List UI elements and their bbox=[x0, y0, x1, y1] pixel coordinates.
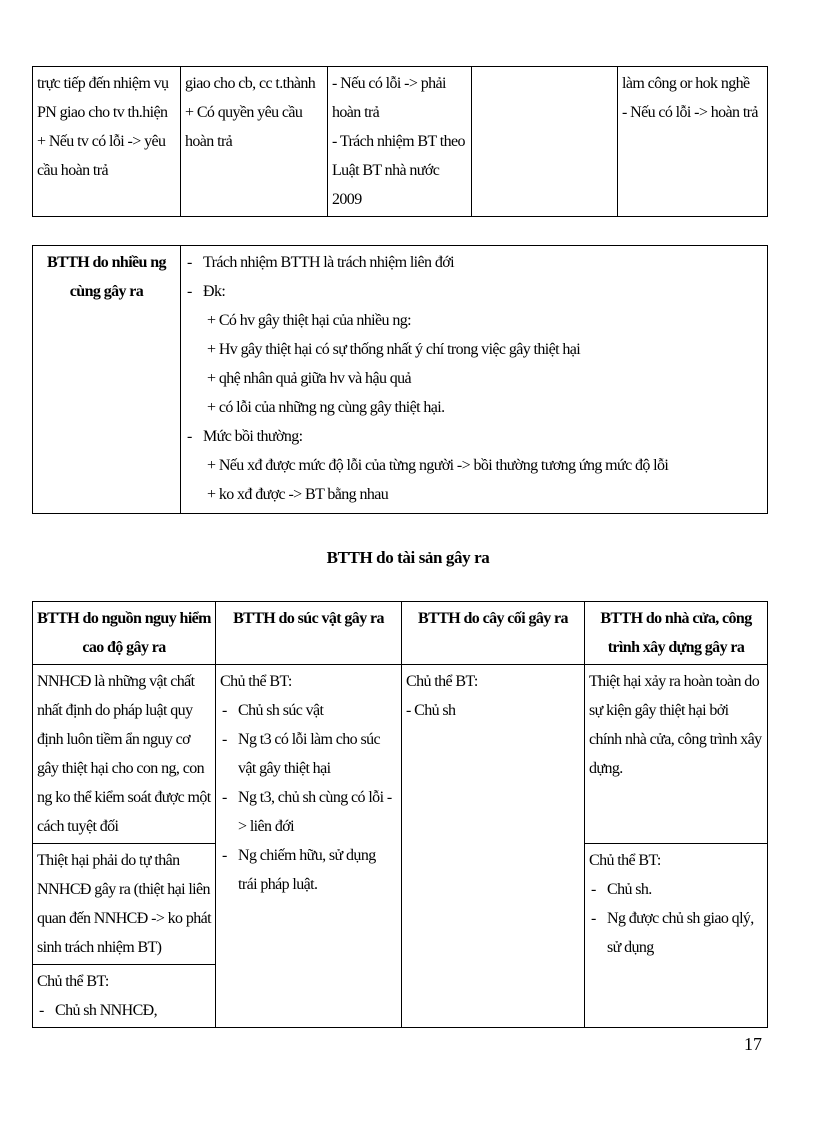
continuation-table bbox=[32, 66, 768, 217]
section-title: BTTH do tài sản gây ra bbox=[326, 548, 490, 567]
continuation-cell-3 bbox=[328, 67, 472, 217]
continuation-cell-1 bbox=[33, 67, 181, 217]
text-line: trực tiếp đến nhiệm vụ bbox=[37, 75, 169, 92]
high-risk-definition: NNHCĐ là những vật chất nhất định do pháp luật quy định luôn tiềm ẩn nguy cơ gây thiệt hại cho con ng, con ng ko thể kiểm soát được một cách tuyệt đối bbox=[33, 665, 216, 844]
continuation-cell-5 bbox=[618, 67, 768, 217]
trees-liable-parties: Chủ thể BT: - Chủ sh bbox=[402, 665, 585, 1028]
text-line: + qhệ nhân quả giữa hv và hậu quả bbox=[207, 370, 412, 387]
list-item: - Ng chiếm hữu, sử dụng trái pháp luật. bbox=[220, 841, 397, 899]
list-item: - Ng t3, chủ sh cùng có lỗi -> liên đới bbox=[220, 783, 397, 841]
text-line: hoàn trả bbox=[332, 104, 380, 121]
multi-party-label: BTTH do nhiều ng cùng gây ra bbox=[33, 246, 181, 514]
text-line: + có lỗi của những ng cùng gây thiệt hại. bbox=[207, 399, 445, 416]
sub-list bbox=[185, 451, 763, 509]
text-line: - Nếu có lỗi -> phải bbox=[332, 75, 446, 92]
property-damage-table bbox=[32, 601, 768, 1028]
text-line: giao cho cb, cc t.thành bbox=[185, 75, 316, 92]
text-line: - Nếu có lỗi -> hoàn trả bbox=[622, 104, 758, 121]
high-risk-liable-parties: Chủ thể BT: - Chủ sh NNHCĐ, bbox=[33, 965, 216, 1028]
list-item: - Chủ sh. bbox=[589, 875, 763, 904]
multi-party-list bbox=[185, 422, 763, 451]
header-high-risk-source: BTTH do nguồn nguy hiểm cao độ gây ra bbox=[33, 602, 216, 665]
continuation-cell-2 bbox=[181, 67, 328, 217]
buildings-liable-list bbox=[589, 875, 763, 962]
multi-party-table bbox=[32, 245, 768, 514]
header-trees: BTTH do cây cối gây ra bbox=[402, 602, 585, 665]
high-risk-condition: Thiệt hại phải do tự thân NNHCĐ gây ra (thiệt hại liên quan đến NNHCĐ -> ko phát sinh trách nhiệm BT) bbox=[33, 844, 216, 965]
header-animals: BTTH do súc vật gây ra bbox=[216, 602, 402, 665]
list-item: - Mức bồi thường: bbox=[185, 422, 763, 451]
text-line: + Có quyền yêu cầu bbox=[185, 104, 303, 121]
sub-list bbox=[185, 306, 763, 422]
list-item: - Chủ sh súc vật bbox=[220, 696, 397, 725]
text-line: + Hv gây thiệt hại có sự thống nhất ý chí trong việc gây thiệt hại bbox=[207, 341, 581, 358]
text-line: + ko xđ được -> BT bằng nhau bbox=[207, 486, 389, 503]
animals-liable-list bbox=[220, 696, 397, 899]
list-item: - Chủ sh NNHCĐ, bbox=[37, 996, 211, 1025]
multi-party-content bbox=[181, 246, 768, 514]
list-item: - Trách nhiệm BTTH là trách nhiệm liên đới bbox=[185, 248, 763, 277]
list-item: - Ng được chủ sh giao qlý, sử dụng bbox=[589, 904, 763, 962]
text-line: - Trách nhiệm BT theo bbox=[332, 133, 465, 150]
text-line: 2009 bbox=[332, 191, 362, 208]
text-line: hoàn trả bbox=[185, 133, 233, 150]
header-buildings: BTTH do nhà cửa, công trình xây dựng gây ra bbox=[585, 602, 768, 665]
text-line: + Nếu xđ được mức độ lỗi của từng người -> bồi thường tương ứng mức độ lỗi bbox=[207, 457, 669, 474]
animals-liable-parties: Chủ thể BT: - Chủ sh súc vật - Ng t3 có lỗi làm cho súc vật gây thiệt hại - Ng t3, chủ sh cùng có lỗi -> liên đới - Ng chiếm hữu, sử dụng trái pháp luật. bbox=[216, 665, 402, 1028]
high-risk-liable-list bbox=[37, 996, 211, 1025]
text-line: Luật BT nhà nước bbox=[332, 162, 440, 179]
text-line: + Nếu tv có lỗi -> yêu bbox=[37, 133, 166, 150]
multi-party-list bbox=[185, 248, 763, 306]
text-line: + Có hv gây thiệt hại của nhiều ng: bbox=[207, 312, 411, 329]
page-number: 17 bbox=[744, 1034, 762, 1054]
list-item: - Ng t3 có lỗi làm cho súc vật gây thiệt hại bbox=[220, 725, 397, 783]
text-line: PN giao cho tv th.hiện bbox=[37, 104, 168, 121]
continuation-cell-4 bbox=[472, 67, 618, 217]
text-line: cầu hoàn trả bbox=[37, 162, 108, 179]
list-item: - Đk: bbox=[185, 277, 763, 306]
buildings-condition: Thiệt hại xảy ra hoàn toàn do sự kiện gây thiệt hại bởi chính nhà cửa, công trình xây dựng. bbox=[585, 665, 768, 844]
text-line: làm công or hok nghề bbox=[622, 75, 750, 92]
buildings-liable-parties: Chủ thể BT: - Chủ sh. - Ng được chủ sh giao qlý, sử dụng bbox=[585, 844, 768, 1028]
